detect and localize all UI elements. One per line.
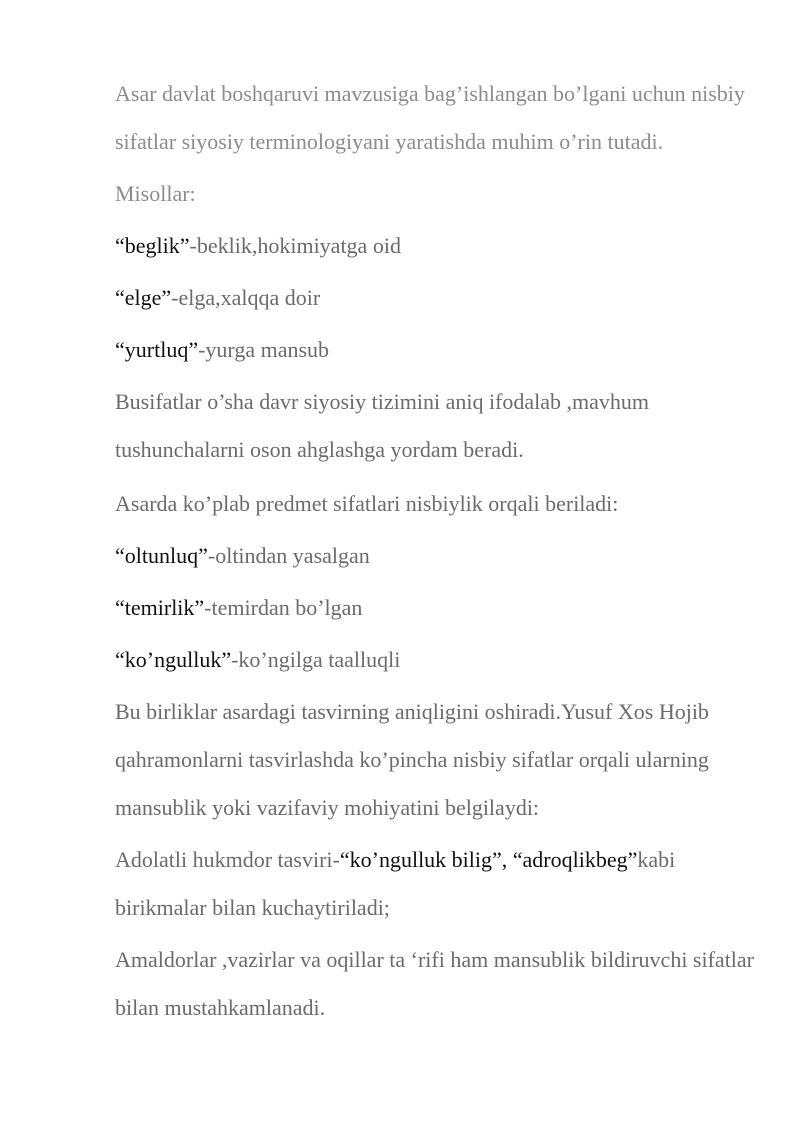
example-item (115, 584, 755, 632)
ruler-suffix: kabi birikmalar bilan kuchaytiriladi; (115, 847, 676, 920)
example-term: “elge” (115, 285, 172, 310)
example-term: “beglik” (115, 233, 190, 258)
example-term: “oltunluq” (115, 543, 208, 568)
summary-paragraph: Busifatlar o’sha davr siyosiy tizimini aniq ifodalab ,mavhum tushunchalarni oson ahglashga yordam beradi. (115, 389, 650, 462)
analysis-paragraph: Bu birliklar asardagi tasvirning aniqligini oshiradi.Yusuf Xos Hojib qahramonlarni tasvirlashda ko’pincha nisbiy sifatlar orqali ularning mansublik yoki vazifaviy mohiyatini belgilaydi: (115, 699, 709, 820)
example-definition: -temirdan bo’lgan (204, 595, 363, 620)
example-definition: -ko’ngilga taalluqli (231, 647, 401, 672)
ruler-prefix: Adolatli hukmdor tasviri- (115, 847, 340, 872)
intro-paragraph: Asar davlat boshqaruvi mavzusiga bag’ishlangan bo’lgani uchun nisbiy sifatlar siyosiy terminologiyani yaratishda muhim o’rin tutadi. (115, 81, 745, 154)
example-item (115, 274, 755, 322)
officials-paragraph: Amaldorlar ,vazirlar va oqillar ta ‘rifi ham mansublik bildiruvchi sifatlar bilan mustahkamlanadi. (115, 947, 755, 1020)
example-item (115, 222, 755, 270)
example-definition: -beklik,hokimiyatga oid (189, 233, 401, 258)
example-term: “ko’ngulluk” (115, 647, 232, 672)
ruler-terms: “ko’ngulluk bilig”, “adroqlikbeg” (339, 847, 638, 872)
objects-intro-paragraph: Asarda ko’plab predmet sifatlari nisbiylik orqali beriladi: (115, 491, 619, 516)
example-item (115, 532, 755, 580)
ruler-paragraph (115, 836, 755, 932)
example-term: “temirlik” (115, 595, 205, 620)
document-page (115, 70, 755, 1032)
example-definition: -oltindan yasalgan (207, 543, 370, 568)
examples-label: Misollar: (115, 181, 196, 206)
example-item (115, 326, 755, 374)
example-term: “yurtluq” (115, 337, 199, 362)
example-item (115, 636, 755, 684)
example-definition: -elga,xalqqa doir (171, 285, 321, 310)
example-definition: -yurga mansub (198, 337, 330, 362)
